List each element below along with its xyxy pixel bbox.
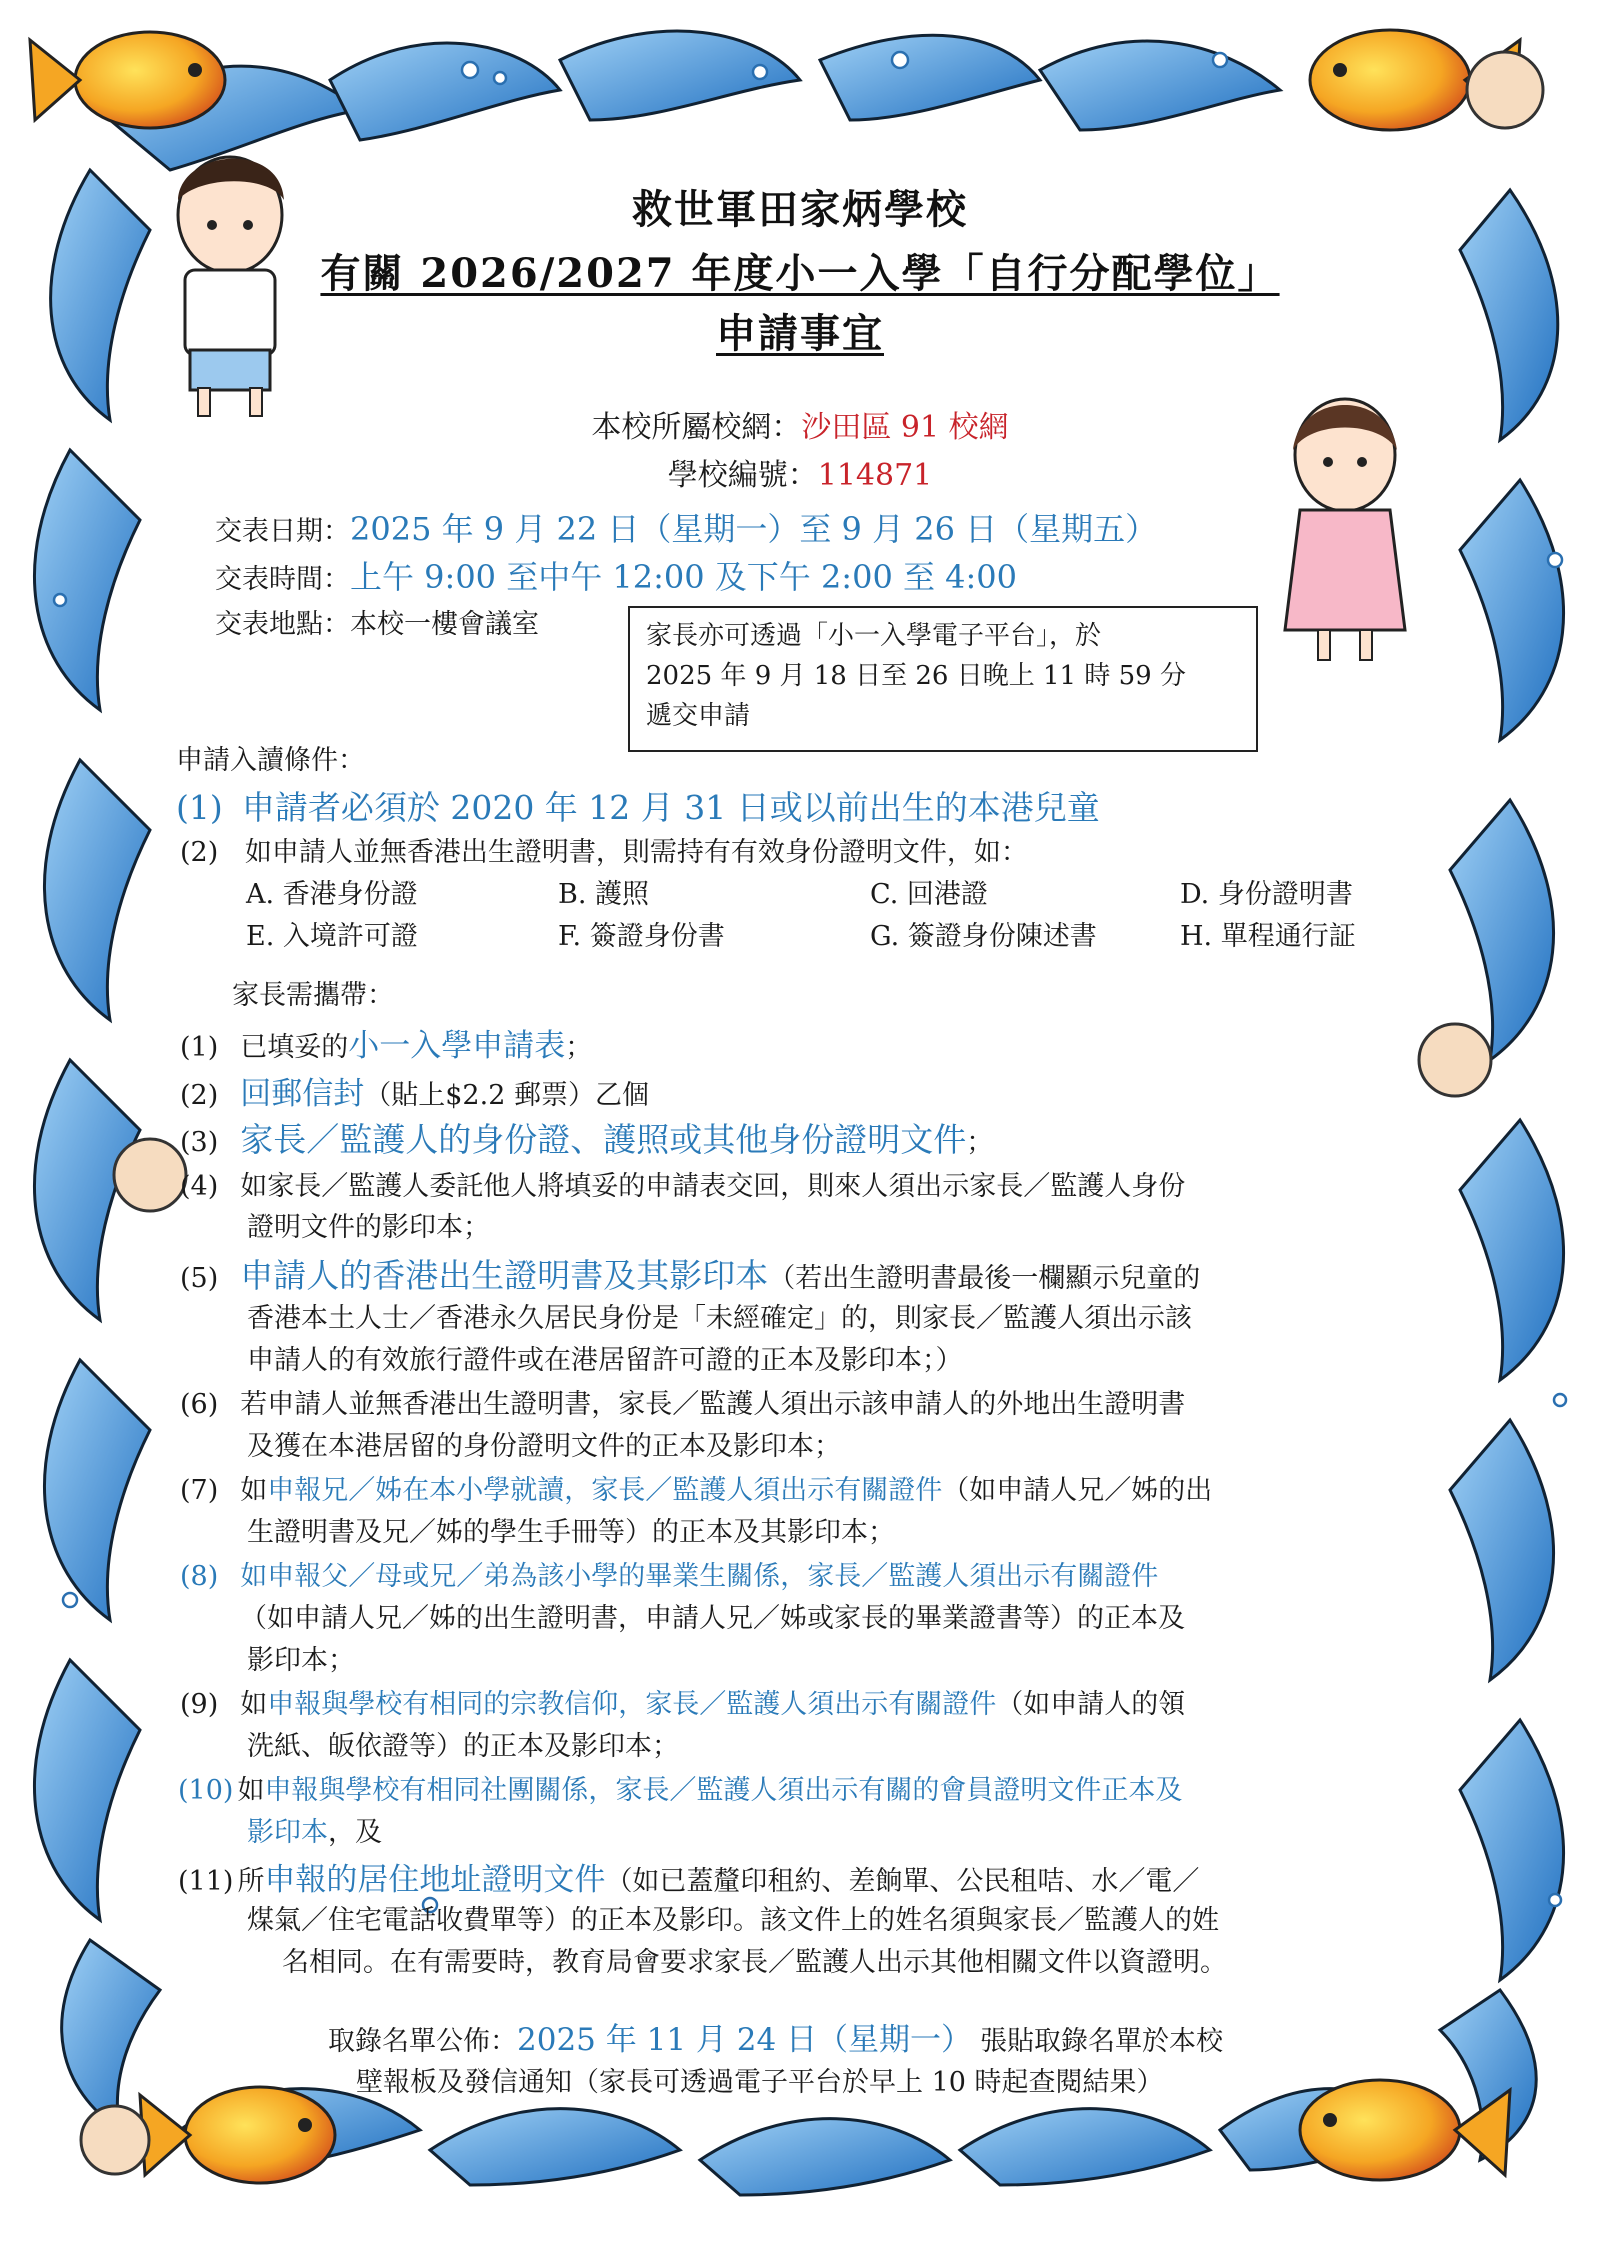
doc-type-h: H. 單程通行証 [1180,921,1356,952]
eligibility-heading: 申請入讀條件： [176,745,365,776]
ribbon-bottom [180,2089,1420,2195]
doc-type-f: F. 簽證身份書 [558,921,725,952]
bring-item-11: (11) 所申報的居住地址證明文件（如已蓋釐印租約、差餉單、公民租咭、水／電／ [178,1862,1200,1898]
bring-item-6: (6) 若申請人並無香港出生證明書，家長／監護人須出示該申請人的外地出生證明書 [180,1389,1186,1420]
bring-item-11-cont-1: 煤氣／住宅電話收費單等）的正本及影印。該文件上的姓名須與家長／監護人的姓 [247,1905,1219,1936]
ribbon-top [110,31,1280,170]
doc-type-b: B. 護照 [558,879,650,910]
submission-date: 交表日期：2025 年 9 月 22 日（星期一）至 9 月 26 日（星期五） [215,510,1158,548]
bring-item-2: (2) 回郵信封（貼上$2.2 郵票）乙個 [180,1076,649,1112]
doc-type-e: E. 入境許可證 [246,921,418,952]
bring-item-6-cont: 及獲在本港居留的身份證明文件的正本及影印本； [247,1431,841,1462]
doc-type-c: C. 回港證 [870,879,988,910]
bring-item-4-cont: 證明文件的影印本； [247,1212,490,1243]
bring-item-7-cont: 生證明書及兄／姊的學生手冊等）的正本及其影印本； [247,1517,895,1548]
notice-subtitle: 申請事宜 [716,310,884,357]
bring-item-5-cont-2: 申請人的有效旅行證件或在港居留許可證的正本及影印本；） [247,1345,963,1376]
submission-time: 交表時間：上午 9:00 至中午 12:00 及下午 2:00 至 4:00 [215,558,1018,596]
bring-item-5-cont-1: 香港本土人士／香港永久居民身份是「未經確定」的，則家長／監護人須出示該 [247,1303,1192,1334]
bring-item-8-cont-1: （如申請人兄／姊的出生證明書，申請人兄／姊或家長的畢業證書等）的正本及 [240,1603,1185,1634]
results-announcement-cont: 壁報板及發信通知（家長可透過電子平台於早上 10 時起查閱結果） [356,2067,1164,2098]
bring-item-9-cont: 洗紙、皈依證等）的正本及影印本； [247,1731,679,1762]
school-code: 學校編號：114871 [667,458,933,493]
bring-item-3: (3) 家長／監護人的身份證、護照或其他身份證明文件； [180,1120,994,1159]
fish-top-left [30,32,225,128]
bring-item-8: (8) 如申報父／母或兄／弟為該小學的畢業生關係，家長／監護人須出示有關證件 [180,1561,1159,1592]
bring-item-8-cont-2: 影印本； [247,1645,355,1676]
bring-heading: 家長需攜帶： [232,980,394,1011]
online-submission-note: 家長亦可透過「小一入學電子平台」，於 2025 年 9 月 18 日至 26 日晚上 11 時 59 分 遞交申請 [628,606,1258,752]
bring-item-7: (7) 如申報兄／姊在本小學就讀，家長／監護人須出示有關證件（如申請人兄／姊的出 [180,1475,1213,1506]
bring-item-11-cont-2: 名相同。在有需要時，教育局會要求家長／監護人出示其他相關文件以資證明。 [282,1947,1227,1978]
bring-item-1: (1) 已填妥的小一入學申請表； [180,1028,593,1064]
doc-type-d: D. 身份證明書 [1180,879,1353,910]
eligibility-item-2: (2) 如申請人並無香港出生證明書，則需持有有效身份證明文件，如： [180,837,1028,868]
bring-item-5: (5) 申請人的香港出生證明書及其影印本（若出生證明書最後一欄顯示兒童的 [180,1256,1201,1295]
bring-item-10: (10) 如申報與學校有相同社團關係，家長／監護人須出示有關的會員證明文件正本及 [178,1775,1183,1806]
bring-item-10-cont: 影印本，及 [247,1817,382,1848]
doc-type-g: G. 簽證身份陳述書 [870,921,1097,952]
doc-type-a: A. 香港身份證 [246,879,418,910]
school-name: 救世軍田家炳學校 [632,186,968,233]
notice-title: 有關 2026/2027 年度小一入學「自行分配學位」 [320,250,1280,297]
bring-item-4: (4) 如家長／監護人委託他人將填妥的申請表交回，則來人須出示家長／監護人身份 [180,1171,1186,1202]
bring-item-9: (9) 如申報與學校有相同的宗教信仰，家長／監護人須出示有關證件（如申請人的領 [180,1689,1186,1720]
school-network: 本校所屬校網：沙田區 91 校網 [591,410,1009,445]
submission-venue: 交表地點：本校一樓會議室 [215,609,539,640]
results-announcement: 取錄名單公佈：2025 年 11 月 24 日（星期一） 張貼取錄名單於本校 [328,2022,1224,2058]
fish-bottom-left [140,2087,335,2183]
eligibility-item-1: (1) 申請者必須於 2020 年 12 月 31 日或以前出生的本港兒童 [176,788,1100,827]
